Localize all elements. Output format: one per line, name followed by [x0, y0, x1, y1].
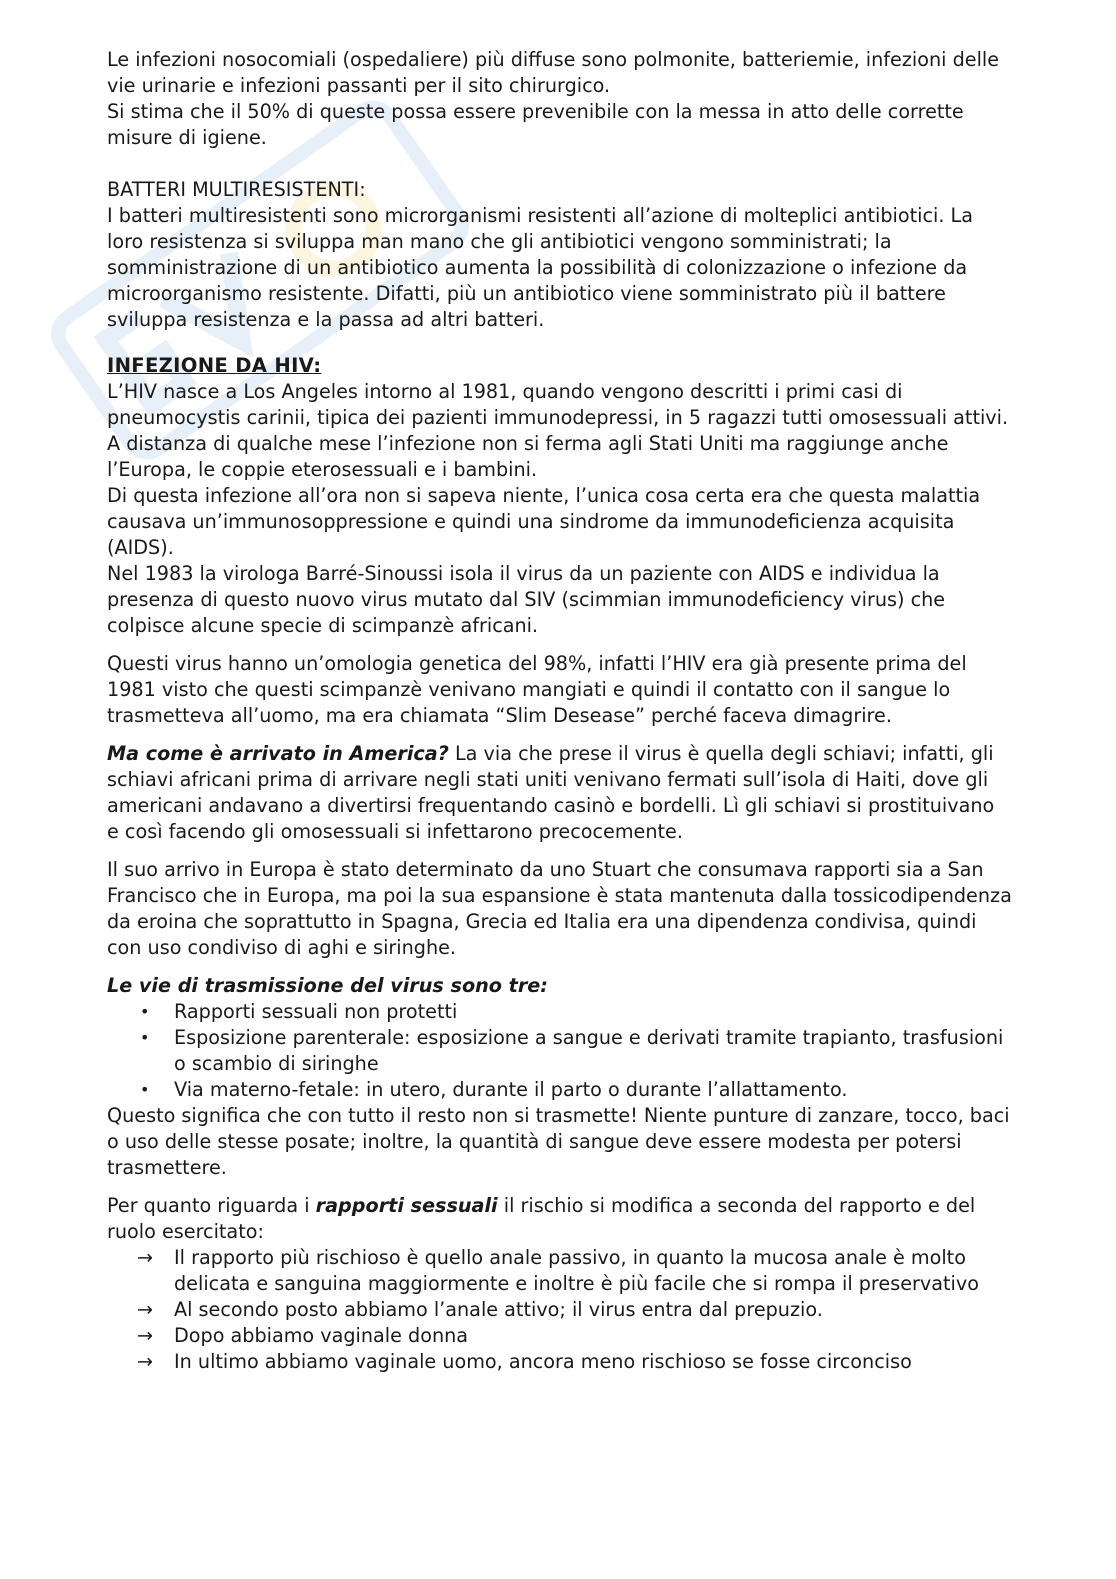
hiv-europa-paragraph: Il suo arrivo in Europa è stato determinato da uno Stuart che consumava rapporti sia a San Francisco che in Europa, ma poi la sua espansione è stata mantenuta dalla tossicodipendenza da eroina che soprattutto in Spagna, Grecia ed Italia era una dipendenza condivisa, quindi con uso condiviso di aghi e siringhe. — [107, 858, 1012, 959]
bullet-icon: • — [140, 1002, 150, 1021]
arrow-right-icon: → — [137, 1246, 154, 1269]
list-item: • Rapporti sessuali non protetti — [140, 1000, 458, 1023]
trasmissione-after-paragraph: Questo significa che con tutto il resto non si trasmette! Niente punture di zanzare, tocco, baci o uso delle stesse posate; inoltre, la quantità di sangue deve essere modesta per potersi trasmettere. — [107, 1104, 1010, 1179]
list-item: • Esposizione parenterale: esposizione a sangue e derivati tramite trapianto, trasfusioni o scambio di siringhe — [140, 1026, 1004, 1075]
arrow-right-icon: → — [137, 1298, 154, 1321]
list-item: → Il rapporto più rischioso è quello anale passivo, in quanto la mucosa anale è molto delicata e sanguina maggiormente e inoltre è più facile che si rompa il preservativo — [137, 1246, 979, 1295]
hiv-america-paragraph — [107, 741, 1012, 845]
america-text: La via che prese il virus è quella degli schiavi; infatti, gli schiavi africani prima di arrivare negli stati uniti venivano fermati sull’isola di Haiti, dove gli americani andavano a divertirsi frequentando casinò e bordelli. Lì gli schiavi si prostituivano e così facendo gli omosessuali si infettarono precocemente. — [107, 742, 995, 843]
trasmissione-list — [107, 999, 1012, 1103]
list-item: → Al secondo posto abbiamo l’anale attivo; il virus entra dal prepuzio. — [137, 1298, 823, 1321]
arrow-right-icon: → — [137, 1324, 154, 1347]
section-heading-multiresistenti: BATTERI MULTIRESISTENTI: — [107, 178, 366, 201]
bullet-icon: • — [140, 1028, 150, 1047]
bullet-icon: • — [140, 1080, 150, 1099]
hiv-paragraph-5: Questi virus hanno un’omologia genetica del 98%, infatti l’HIV era già presente prima del 1981 visto che questi scimpanzè venivano mangiati e quindi il contatto con il sangue lo trasmetteva all’uomo, ma era chiamata “Slim Desease” perché faceva dimagrire. — [107, 652, 967, 727]
hiv-paragraph-1: L’HIV nasce a Los Angeles intorno al 1981, quando vengono descritti i primi casi di pneumocystis carinii, tipica dei pazienti immunodepressi, in 5 ragazzi tutti omosessuali attivi. — [107, 380, 1009, 429]
hiv-paragraph-3: Di questa infezione all’ora non si sapeva niente, l’unica cosa certa era che questa malattia causava un’immunosoppressione e quindi una sindrome da immunodeficienza acquisita (AIDS). — [107, 484, 981, 559]
document-page — [107, 47, 1012, 1375]
list-item: → In ultimo abbiamo vaginale uomo, ancora meno rischioso se fosse circonciso — [137, 1350, 912, 1373]
america-question: Ma come è arrivato in America? — [107, 742, 449, 765]
list-item: • Via materno-fetale: in utero, durante il parto o durante l’allattamento. — [140, 1078, 848, 1101]
hiv-paragraph-2: A distanza di qualche mese l’infezione non si ferma agli Stati Uniti ma raggiunge anche l’Europa, le coppie eterosessuali e i bambini. — [107, 432, 949, 481]
section-heading-hiv: INFEZIONE DA HIV: — [107, 354, 322, 377]
rapporti-list — [107, 1245, 1012, 1375]
arrow-right-icon: → — [137, 1350, 154, 1373]
hiv-paragraph-4: Nel 1983 la virologa Barré-Sinoussi isola il virus da un paziente con AIDS e individua la presenza di questo nuovo virus mutato dal SIV (scimmian immunodeficiency virus) che colpisce alcune specie di scimpanzè africani. — [107, 562, 946, 637]
rapporti-emphasis: rapporti sessuali — [315, 1194, 498, 1217]
intro-paragraph: Le infezioni nosocomiali (ospedaliere) più diffuse sono polmonite, batteriemie, infezioni delle vie urinarie e infezioni passanti per il sito chirurgico. — [107, 48, 1000, 97]
intro-paragraph-2: Si stima che il 50% di queste possa essere prevenibile con la messa in atto delle corrette misure di igiene. — [107, 100, 964, 149]
list-item: → Dopo abbiamo vaginale donna — [137, 1324, 469, 1347]
rapporti-lead-paragraph: Per quanto riguarda i rapporti sessuali il rischio si modifica a seconda del rapporto e del ruolo esercitato: — [107, 1194, 976, 1243]
section-heading-trasmissione: Le vie di trasmissione del virus sono tre: — [107, 974, 548, 997]
multiresistenti-paragraph: I batteri multiresistenti sono microrganismi resistenti all’azione di molteplici antibiotici. La loro resistenza si sviluppa man mano che gli antibiotici vengono somministrati; la somministrazione di un antibiotico aumenta la possibilità di colonizzazione o infezione da microorganismo resistente. Difatti, più un antibiotico viene somministrato più il battere sviluppa resistenza e la passa ad altri batteri. — [107, 204, 973, 331]
